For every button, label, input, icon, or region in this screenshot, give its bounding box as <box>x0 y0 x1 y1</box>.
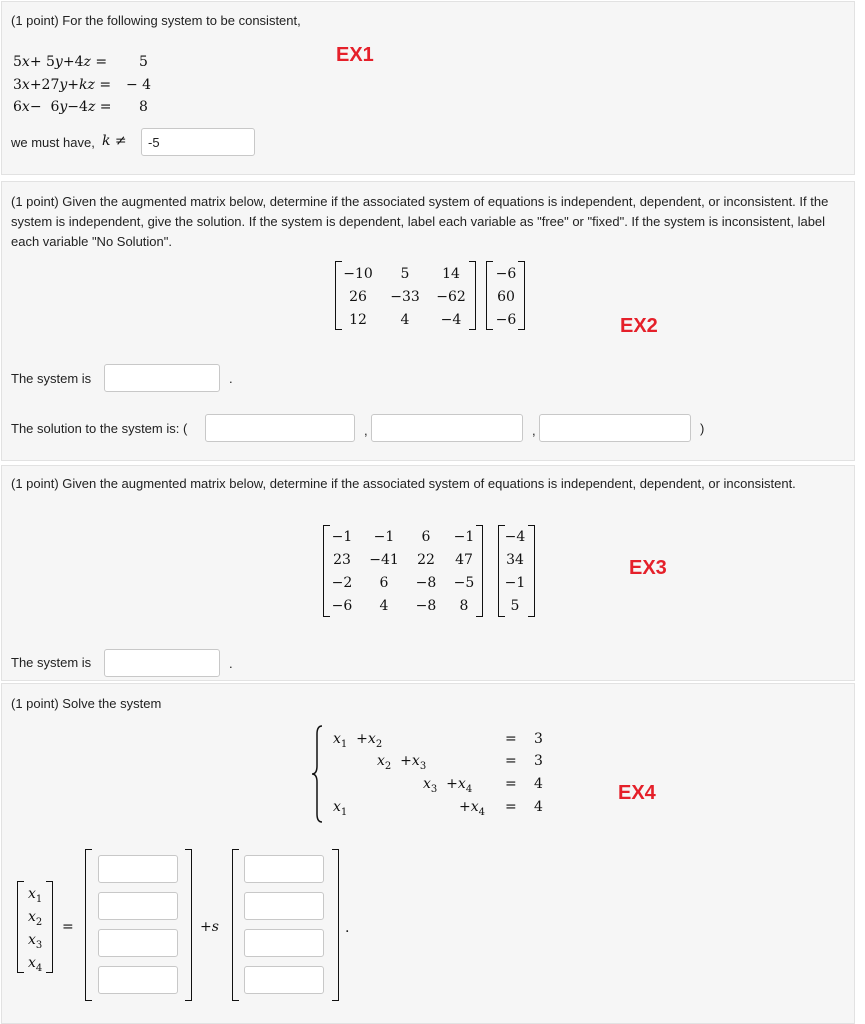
ex2-matrix-cell: 14 <box>442 266 460 282</box>
ex4-eq1-terms: $x_1 +x_2$ <box>333 731 383 750</box>
ex3-matrix-cell: −2 <box>331 575 353 591</box>
ex4-eq-sign: = <box>505 753 517 769</box>
ex3-prompt: (1 point) Given the augmented matrix below, determine if the associated system of equations is independent, dependent, or inconsistent. <box>11 476 796 491</box>
ex1-k-answer-input[interactable] <box>141 128 255 156</box>
ex2-close-paren: ) <box>700 421 705 436</box>
ex4-rhs-value: 4 <box>534 776 543 792</box>
ex2-rhs-right-bracket <box>518 261 525 330</box>
ex4-eq4-x1: $x_1$ <box>333 799 348 818</box>
ex1-eq1-rhs: 5 <box>139 54 148 70</box>
ex4-eq-sign: = <box>505 776 517 792</box>
ex3-rhs-cell: 34 <box>506 552 524 568</box>
ex3-matrix-cell: −41 <box>369 552 399 568</box>
ex1-eq2: 3x+27y+kz = <box>13 77 112 93</box>
ex3-rhs-cell: −4 <box>504 529 526 545</box>
ex3-matrix-cell: −5 <box>453 575 475 591</box>
ex2-matrix-cell: −62 <box>436 289 466 305</box>
ex4-rhs-value: 3 <box>534 753 543 769</box>
ex4-panel <box>1 683 855 1024</box>
ex2-comma: , <box>532 423 536 438</box>
ex2-matrix-right-bracket <box>469 261 476 330</box>
ex3-matrix-cell: 47 <box>455 552 473 568</box>
ex3-tag: EX3 <box>629 557 667 579</box>
ex4-direction-left-bracket <box>232 849 239 1001</box>
ex4-var-left-bracket <box>17 881 24 973</box>
ex3-matrix-cell: −1 <box>453 529 475 545</box>
ex4-eq-sign: = <box>505 731 517 747</box>
ex2-system-is-label: The system is <box>11 371 92 386</box>
ex1-eq3-rhs: 8 <box>139 99 148 115</box>
ex1-panel <box>1 1 855 175</box>
ex3-matrix-cell: −8 <box>415 598 437 614</box>
ex3-matrix-cell: 23 <box>333 552 351 568</box>
ex3-period: . <box>229 656 233 671</box>
ex2-matrix-cell: −33 <box>390 289 420 305</box>
ex2-rhs-cell: −6 <box>495 312 517 328</box>
ex3-rhs-cell: −1 <box>504 575 526 591</box>
ex4-direction-x2-input[interactable] <box>244 892 324 920</box>
ex3-matrix-cell: 6 <box>379 575 389 591</box>
ex1-tag: EX1 <box>336 44 374 66</box>
ex2-rhs-cell: 60 <box>497 289 515 305</box>
ex1-prompt: (1 point) For the following system to be consistent, <box>11 13 301 28</box>
ex3-matrix-cell: −6 <box>331 598 353 614</box>
ex2-matrix-cell: 5 <box>400 266 410 282</box>
ex4-direction-x4-input[interactable] <box>244 966 324 994</box>
ex4-rhs-value: 4 <box>534 799 543 815</box>
ex4-particular-x1-input[interactable] <box>98 855 178 883</box>
ex4-tag: EX4 <box>618 782 656 804</box>
ex4-direction-x3-input[interactable] <box>244 929 324 957</box>
ex2-system-type-input[interactable] <box>104 364 220 392</box>
ex4-var-right-bracket <box>46 881 53 973</box>
ex4-equals: = <box>62 919 74 935</box>
ex2-matrix-cell: −10 <box>343 266 373 282</box>
ex4-eq-sign: = <box>505 799 517 815</box>
ex2-comma: , <box>364 423 368 438</box>
ex4-particular-x4-input[interactable] <box>98 966 178 994</box>
ex2-tag: EX2 <box>620 315 658 337</box>
ex1-eq1: 5x+ 5y+4z = <box>13 54 108 70</box>
ex4-direction-x1-input[interactable] <box>244 855 324 883</box>
ex4-particular-right-bracket <box>185 849 192 1001</box>
ex3-matrix-cell: 6 <box>421 529 431 545</box>
ex4-particular-x3-input[interactable] <box>98 929 178 957</box>
ex4-var-x1: $x_1$ <box>28 886 43 905</box>
ex4-particular-x2-input[interactable] <box>98 892 178 920</box>
ex4-eq2-terms: $x_2 +x_3$ <box>377 753 427 772</box>
ex2-solution-z-input[interactable] <box>539 414 691 442</box>
ex3-matrix-cell: 4 <box>379 598 389 614</box>
ex3-panel <box>1 465 855 681</box>
ex3-matrix-cell: −8 <box>415 575 437 591</box>
ex1-eq2-rhs: − 4 <box>126 77 152 93</box>
ex4-left-brace-icon <box>310 724 326 824</box>
ex2-rhs-cell: −6 <box>495 266 517 282</box>
ex2-matrix-cell: 26 <box>349 289 367 305</box>
ex3-matrix-cell: −1 <box>373 529 395 545</box>
ex3-system-is-label: The system is <box>11 655 92 670</box>
ex2-solution-label: The solution to the system is: ( <box>11 421 188 436</box>
ex2-matrix-cell: 12 <box>349 312 367 328</box>
ex3-matrix-cell: 22 <box>417 552 435 568</box>
ex2-matrix-cell: 4 <box>400 312 410 328</box>
ex2-solution-y-input[interactable] <box>371 414 523 442</box>
ex4-plus-s: +s <box>200 919 219 935</box>
ex4-period: . <box>345 920 350 936</box>
ex3-matrix-cell: 8 <box>459 598 469 614</box>
ex4-direction-right-bracket <box>332 849 339 1001</box>
ex4-rhs-value: 3 <box>534 731 543 747</box>
ex2-prompt: (1 point) Given the augmented matrix below, determine if the associated system of equations is independent, dependent, or inconsistent. If the system is independent, give the solution. If the system is dependent, label each variable as "free" or "fixed". If the system is inconsistent, label each variable "No Solution". <box>11 194 829 249</box>
ex1-must-have-label: we must have, <box>11 135 95 150</box>
ex2-solution-x-input[interactable] <box>205 414 355 442</box>
ex1-eq3: 6x− 6y−4z = <box>13 99 112 115</box>
ex2-panel <box>1 181 855 461</box>
ex3-rhs-cell: 5 <box>510 598 520 614</box>
ex3-system-type-input[interactable] <box>104 649 220 677</box>
ex4-var-x3: $x_3$ <box>28 932 43 951</box>
ex2-matrix-cell: −4 <box>440 312 462 328</box>
ex4-particular-left-bracket <box>85 849 92 1001</box>
ex2-period: . <box>229 371 233 386</box>
ex4-eq3-terms: $x_3 +x_4$ <box>423 776 473 795</box>
ex3-matrix-cell: −1 <box>331 529 353 545</box>
ex1-k-symbol: k ≠ <box>102 133 127 149</box>
ex4-var-x2: $x_2$ <box>28 909 43 928</box>
ex4-var-x4: $x_4$ <box>28 955 43 974</box>
ex4-prompt: (1 point) Solve the system <box>11 696 162 711</box>
ex4-eq4-x4: $+x_4$ <box>459 799 486 818</box>
